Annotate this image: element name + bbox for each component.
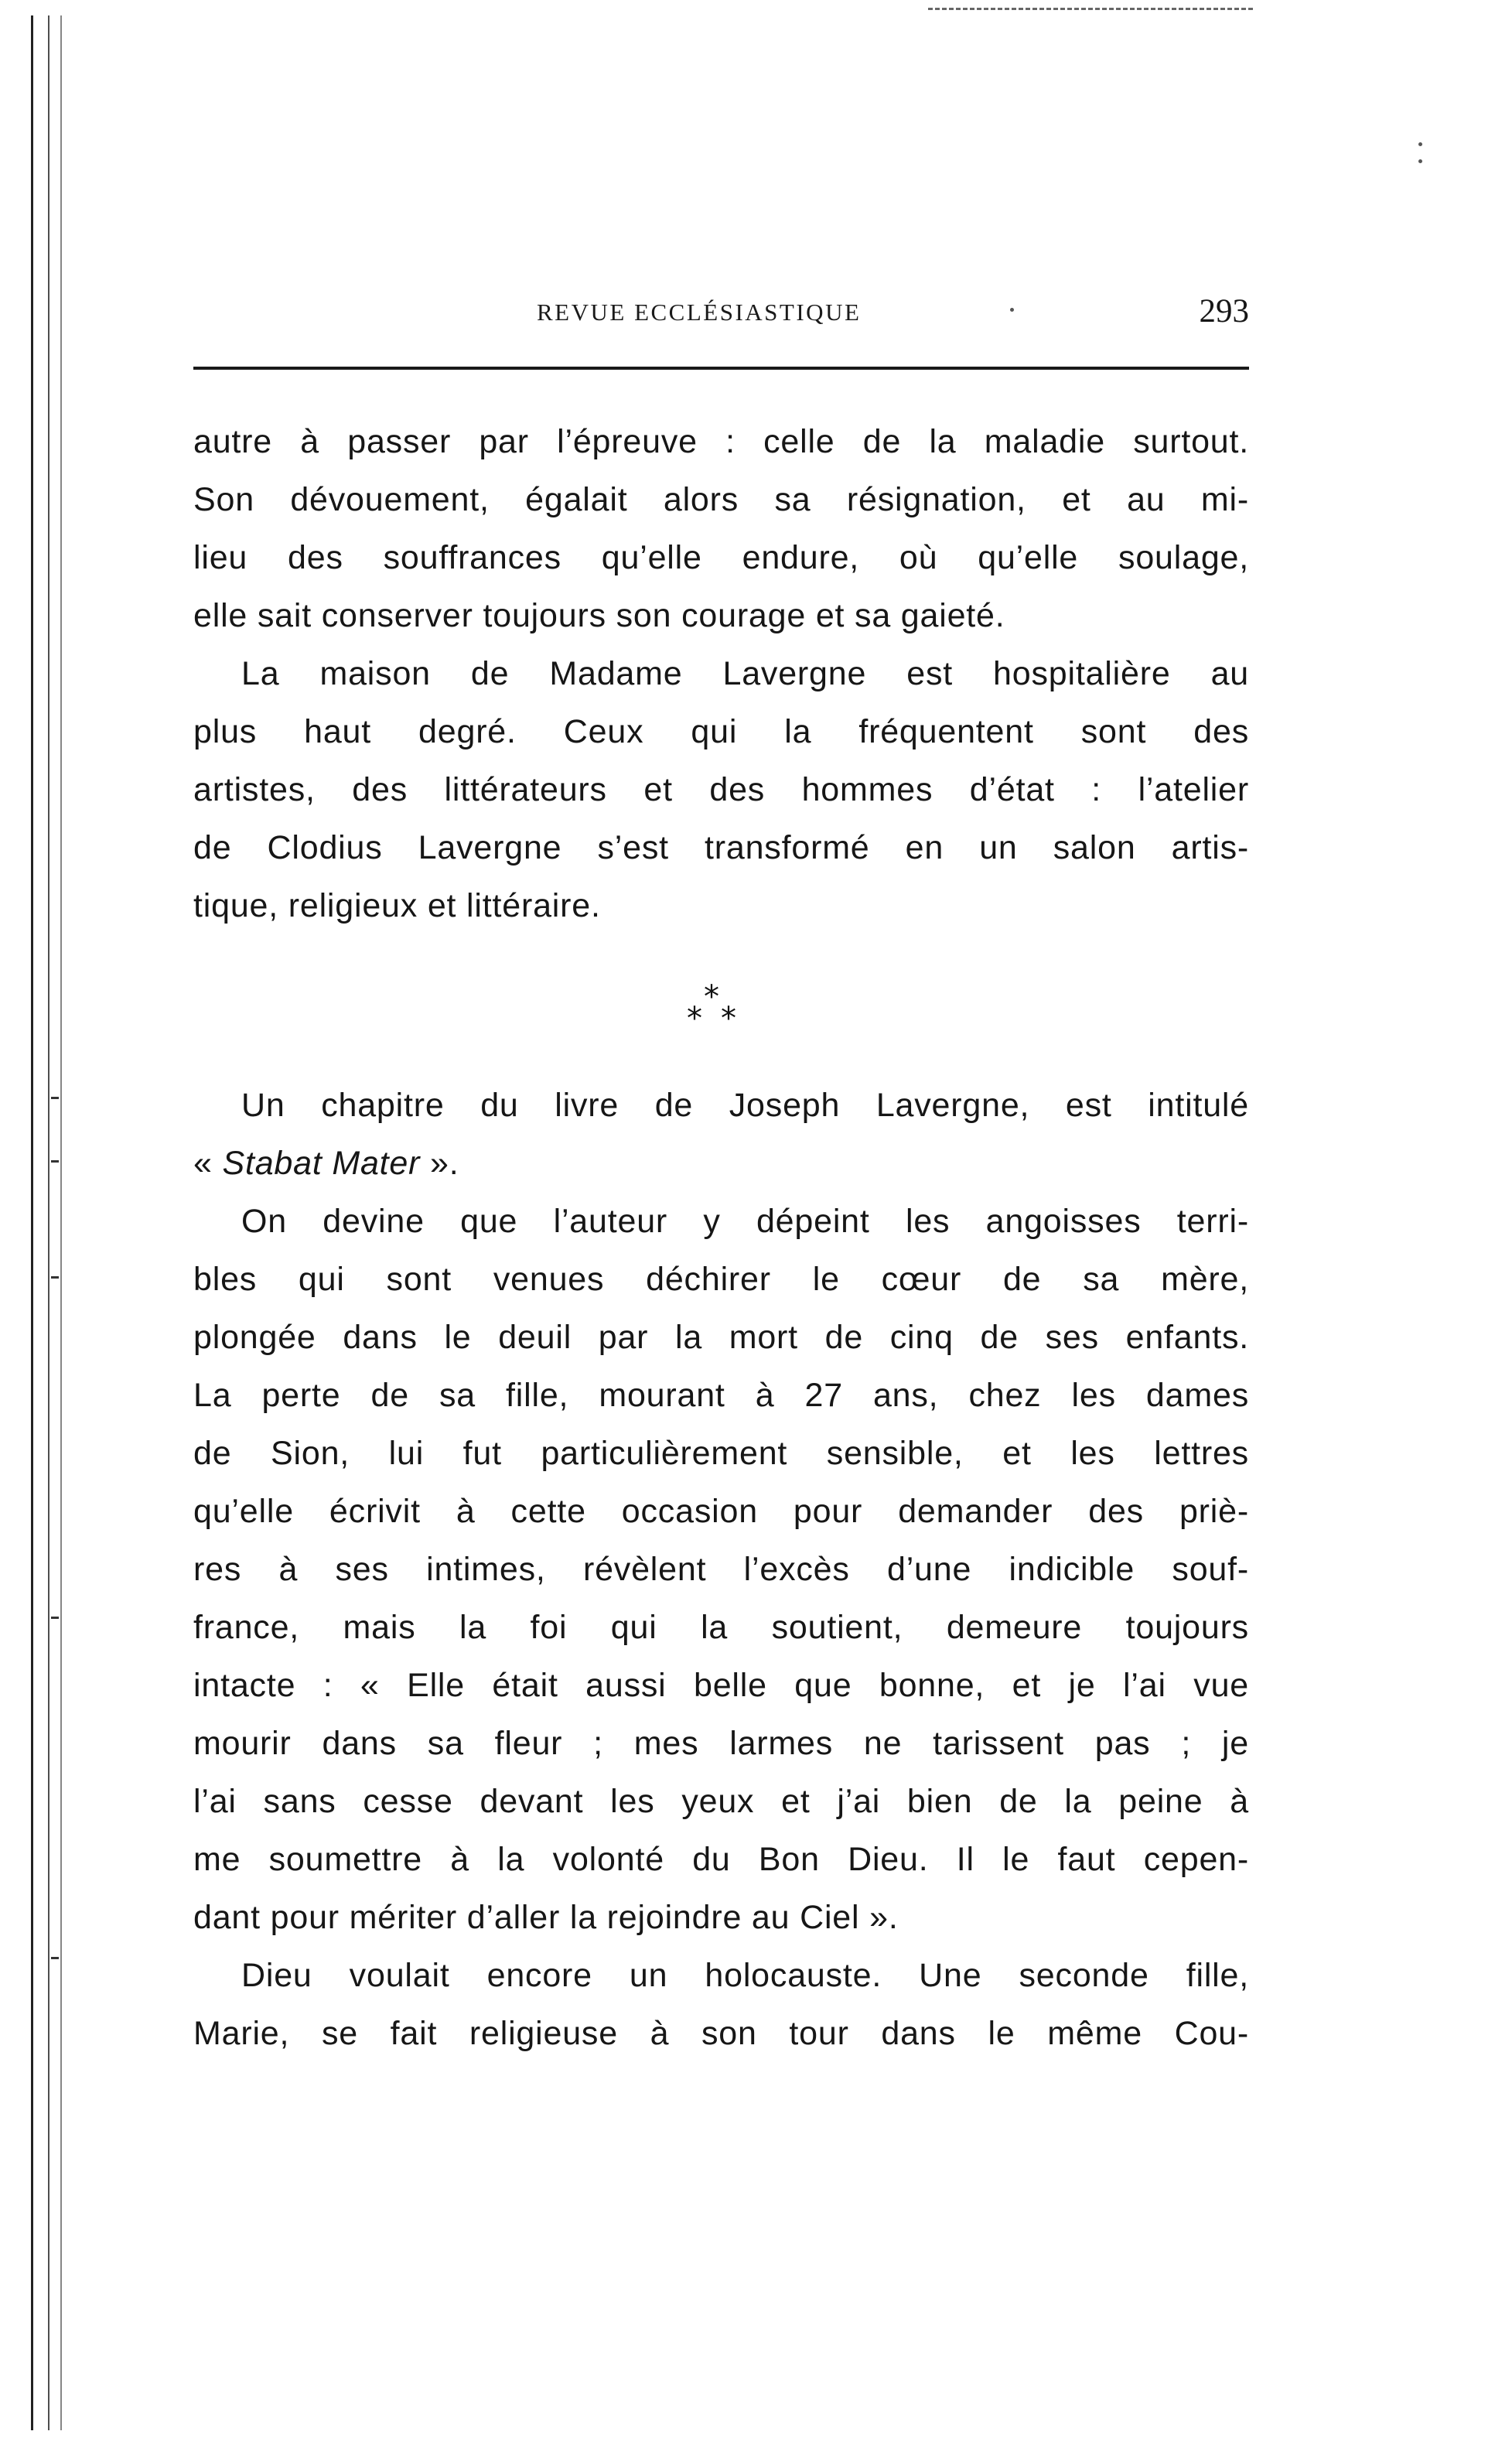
text-line: Marie, se fait religieuse à son tour dans le même Cou- xyxy=(193,2015,1249,2052)
running-title: REVUE ECCLÉSIASTIQUE xyxy=(537,299,862,326)
text-line: me soumettre à la volonté du Bon Dieu. Il le faut cepen- xyxy=(193,1841,1249,1878)
text-block-lower xyxy=(193,1077,1249,2063)
text-line: l’ai sans cesse devant les yeux et j’ai bien de la peine à xyxy=(193,1783,1249,1820)
paragraph xyxy=(193,1947,1249,2063)
page-header xyxy=(193,292,1249,339)
text-line: res à ses intimes, révèlent l’excès d’une indicible souf- xyxy=(193,1551,1249,1588)
text-line: plongée dans le deuil par la mort de cinq de ses enfants. xyxy=(193,1319,1249,1356)
binding-edge-mark xyxy=(51,1097,59,1099)
scan-speck xyxy=(1418,159,1422,163)
header-rule xyxy=(193,367,1249,370)
star-icon: * xyxy=(687,1001,702,1036)
text-line: plus haut degré. Ceux qui la fréquentent sont des xyxy=(193,713,1249,750)
quote-open: « xyxy=(193,1145,223,1182)
chapter-title: Stabat Mater xyxy=(222,1145,421,1182)
paragraph xyxy=(193,1193,1249,1947)
binding-edge-mark xyxy=(51,1276,59,1279)
text-line: qu’elle écrivit à cette occasion pour demander des priè- xyxy=(193,1493,1249,1530)
quote-close: ». xyxy=(420,1145,459,1182)
binding-edge-line xyxy=(48,15,49,2430)
text-line: france, mais la foi qui la soutient, demeure toujours xyxy=(193,1609,1249,1646)
paragraph xyxy=(193,645,1249,935)
paragraph xyxy=(193,1077,1249,1193)
text-line: dant pour mériter d’aller la rejoindre au Ciel ». xyxy=(193,1899,899,1936)
scan-speck xyxy=(1418,142,1422,146)
text-line: La maison de Madame Lavergne est hospitalière au xyxy=(241,655,1249,692)
text-block-upper xyxy=(193,413,1249,935)
text-line: autre à passer par l’épreuve : celle de la maladie surtout. xyxy=(193,423,1249,460)
asterism-separator xyxy=(0,979,1512,1041)
binding-edge-line xyxy=(31,15,33,2430)
text-line: La perte de sa fille, mourant à 27 ans, chez les dames xyxy=(193,1377,1249,1414)
text-line: intacte : « Elle était aussi belle que bonne, et je l’ai vue xyxy=(193,1667,1249,1704)
text-line: artistes, des littérateurs et des hommes d’état : l’atelier xyxy=(193,771,1249,808)
text-line: de Clodius Lavergne s’est transformé en un salon artis- xyxy=(193,829,1249,866)
star-icon: * xyxy=(704,979,719,1015)
text-line: tique, religieux et littéraire. xyxy=(193,887,601,924)
binding-edge-mark xyxy=(51,1617,59,1619)
binding-edge-line xyxy=(60,15,62,2430)
text-line: de Sion, lui fut particulièrement sensible, et les lettres xyxy=(193,1435,1249,1472)
binding-edge-mark xyxy=(51,1160,59,1163)
page-number: 293 xyxy=(1199,293,1249,330)
text-line xyxy=(193,1135,1249,1193)
scan-top-dash xyxy=(928,8,1253,10)
text-line: elle sait conserver toujours son courage et sa gaieté. xyxy=(193,597,1005,634)
text-line: Dieu voulait encore un holocauste. Une seconde fille, xyxy=(241,1957,1249,1994)
text-line: lieu des souffrances qu’elle endure, où qu’elle soulage, xyxy=(193,539,1249,576)
binding-edge-mark xyxy=(51,1957,59,1959)
text-line: mourir dans sa fleur ; mes larmes ne tarissent pas ; je xyxy=(193,1725,1249,1762)
text-line: Un chapitre du livre de Joseph Lavergne, est intitulé xyxy=(241,1087,1249,1124)
text-line: On devine que l’auteur y dépeint les angoisses terri- xyxy=(241,1203,1249,1240)
text-line: bles qui sont venues déchirer le cœur de sa mère, xyxy=(193,1261,1249,1298)
paragraph xyxy=(193,413,1249,645)
star-icon: * xyxy=(721,1001,736,1036)
text-line: Son dévouement, égalait alors sa résignation, et au mi- xyxy=(193,481,1249,518)
